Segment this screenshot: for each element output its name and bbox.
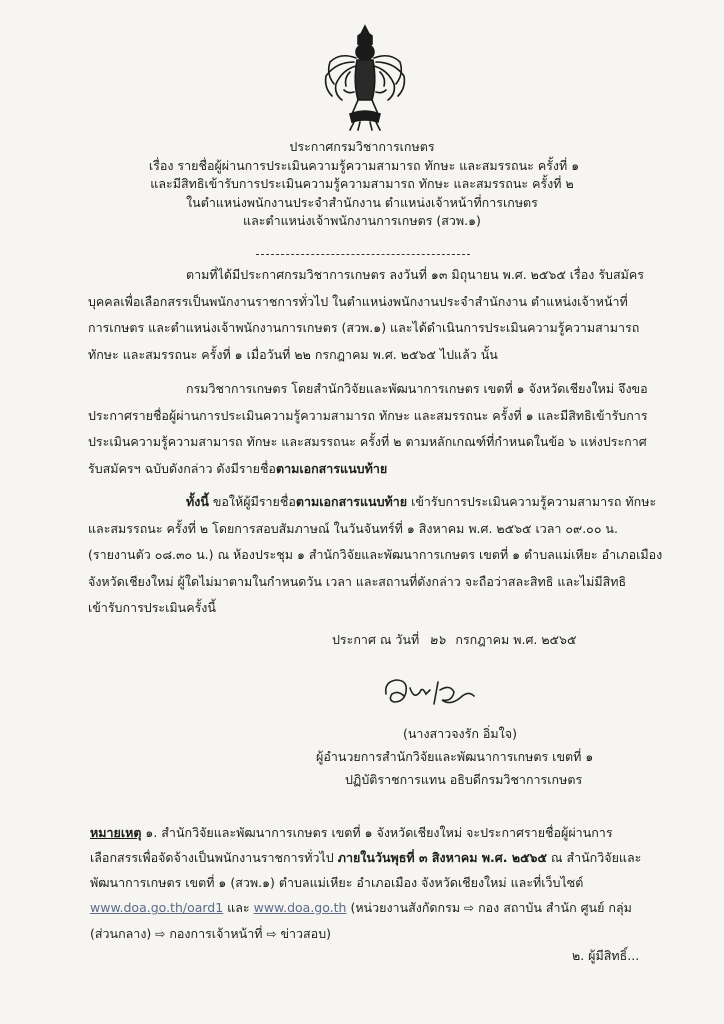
note-line-1 — [90, 820, 641, 845]
announcement-heading — [0, 138, 724, 231]
announce-date — [332, 630, 576, 650]
arrow-right-icon: ⇨ — [155, 927, 166, 941]
para3-line-1-rest: เข้ารับการประเมินความรู้ความสามารถ ทักษะ — [407, 494, 657, 509]
para3-line-3: (รายงานตัว ๐๘.๓๐ น.) ณ ห้องประชุม ๑ สำนักวิจัยและพัฒนาการเกษตร เขตที่ ๑ ตำบลแม่เหียะ อำเภอเมือง — [88, 547, 663, 562]
note-line-1-text: ๑. สำนักวิจัยและพัฒนาการเกษตร เขตที่ ๑ จังหวัดเชียงใหม่ จะประกาศรายชื่อผู้ผ่านการ — [141, 825, 613, 840]
oard1-link[interactable]: www.doa.go.th/oard1 — [90, 900, 224, 915]
para2-line-4-text: รับสมัครฯ ฉบับดังกล่าว ดังมีรายชื่อ — [88, 460, 276, 476]
note-deadline: ภายในวันพุธที่ ๓ สิงหาคม พ.ศ. ๒๕๖๕ — [337, 850, 547, 865]
para1-line-2: บุคคลเพื่อเลือกสรรเป็นพนักงานราชการทั่วไป ในตำแหน่งพนักงานประจำสำนักงาน ตำแหน่งเจ้าหน้าที่ — [88, 293, 628, 309]
heading-line-5: และตำแหน่งเจ้าพนักงานการเกษตร (สวพ.๑) — [243, 213, 481, 229]
para1-line-1: ตามที่ได้มีประกาศกรมวิชาการเกษตร ลงวันที่ ๑๓ มิถุนายน พ.ศ. ๒๕๖๕ เรื่อง รับสมัคร — [186, 267, 644, 282]
note-line-4 — [90, 895, 641, 921]
announce-day-handwritten: ๒๖ — [429, 632, 446, 647]
paragraph-2 — [88, 376, 648, 482]
para2-line-2: ประกาศรายชื่อผู้ผ่านการประเมินความรู้ความสามารถ ทักษะ และสมรรถนะ ครั้งที่ ๑ และมีสิทธิเข้ารับการ — [88, 407, 648, 423]
para1-line-3: การเกษตร และตำแหน่งเจ้าพนักงานการเกษตร (สวพ.๑) และได้ดำเนินการประเมินความรู้ความสามารถ — [88, 320, 640, 335]
signer-acting: ปฏิบัติราชการแทน อธิบดีกรมวิชาการเกษตร — [345, 772, 583, 787]
para3-line-1 — [88, 489, 662, 516]
signer-block — [0, 722, 724, 791]
para2-line-3: ประเมินความรู้ความสามารถ ทักษะ และสมรรถนะ ครั้งที่ ๒ ตามหลักเกณฑ์ที่กำหนดในข้อ ๖ แห่งประกาศ — [88, 434, 647, 449]
paragraph-3 — [88, 489, 662, 622]
announce-prefix: ประกาศ ณ วันที่ — [332, 632, 420, 647]
arrow-right-icon: ⇨ — [266, 927, 277, 941]
remarks-section — [90, 820, 641, 947]
note-line-5 — [90, 921, 641, 947]
para3-line-1-text: ขอให้ผู้มีรายชื่อ — [208, 494, 296, 509]
para3-attachment-ref: ตามเอกสารแนบท้าย — [295, 494, 408, 509]
heading-line-3: และมีสิทธิเข้ารับการประเมินความรู้ความสามารถ ทักษะ และสมรรถนะ ครั้งที่ ๒ — [150, 176, 574, 192]
para2-attachment-ref: ตามเอกสารแนบท้าย — [275, 460, 388, 476]
heading-line-2: เรื่อง รายชื่อผู้ผ่านการประเมินความรู้ความสามารถ ทักษะ และสมรรถนะ ครั้งที่ ๑ — [148, 157, 580, 173]
note-line-2-rest: ณ สำนักวิจัยและ — [546, 850, 642, 865]
continuation-text: ๒. ผู้มีสิทธิ์... — [572, 948, 640, 963]
note-line-5-text: (ส่วนกลาง) — [90, 926, 156, 941]
note-line-5-mid: กองการเจ้าหน้าที่ — [165, 926, 267, 941]
signer-position: ผู้อำนวยการสำนักวิจัยและพัฒนาการเกษตร เขตที่ ๑ — [316, 749, 594, 764]
para3-line-5: เข้ารับการประเมินครั้งนี้ — [88, 600, 216, 615]
para1-line-4: ทักษะ และสมรรถนะ ครั้งที่ ๑ เมื่อวันที่ ๒๒ กรกฎาคม พ.ศ. ๒๕๖๕ ไปแล้ว นั้น — [88, 346, 498, 362]
para3-line-2: และสมรรถนะ ครั้งที่ ๒ โดยการสอบสัมภาษณ์ ในวันจันทร์ที่ ๑ สิงหาคม พ.ศ. ๒๕๖๕ เวลา ๐๙.๐๐ น. — [88, 520, 618, 536]
doa-link[interactable]: www.doa.go.th — [253, 900, 347, 915]
heading-line-4: ในตำแหน่งพนักงานประจำสำนักงาน ตำแหน่งเจ้าหน้าที่การเกษตร — [186, 194, 538, 210]
announce-month-year: กรกฎาคม พ.ศ. ๒๕๖๕ — [455, 632, 577, 647]
note-line-5-rest: ข่าวสอบ) — [276, 926, 332, 941]
para3-lead-word: ทั้งนี้ — [186, 494, 209, 509]
arrow-right-icon: ⇨ — [464, 901, 475, 915]
garuda-emblem-icon — [320, 22, 410, 134]
note-line-3: พัฒนาการเกษตร เขตที่ ๑ (สวพ.๑) ตำบลแม่เหียะ อำเภอเมือง จังหวัดเชียงใหม่ และที่เว็บไซต์ — [90, 875, 584, 890]
note-label: หมายเหตุ — [90, 825, 142, 840]
signer-name: (นางสาวจงรัก อิ่มใจ) — [403, 726, 517, 741]
handwritten-signature-icon — [380, 672, 500, 712]
para2-line-4 — [88, 456, 648, 483]
note-line-4-rest: กอง สถาบัน สำนัก ศูนย์ กลุ่ม — [474, 900, 632, 915]
note-and: และ — [223, 900, 254, 915]
note-line-2 — [90, 845, 641, 870]
para3-line-4: จังหวัดเชียงใหม่ ผู้ใดไม่มาตามในกำหนดวัน เวลา และสถานที่ดังกล่าว จะถือว่าสละสิทธิ และไม่มีสิทธิ — [88, 573, 627, 589]
para2-line-1: กรมวิชาการเกษตร โดยสำนักวิจัยและพัฒนาการเกษตร เขตที่ ๑ จังหวัดเชียงใหม่ จึงขอ — [186, 381, 648, 396]
dashed-divider — [256, 254, 470, 255]
note-line-2-text: เลือกสรรเพื่อจัดจ้างเป็นพนักงานราชการทั่วไป — [90, 850, 338, 865]
note-line-4-text: (หน่วยงานสังกัดกรม — [346, 900, 465, 915]
paragraph-1 — [88, 262, 644, 368]
heading-line-1: ประกาศกรมวิชาการเกษตร — [289, 139, 435, 154]
